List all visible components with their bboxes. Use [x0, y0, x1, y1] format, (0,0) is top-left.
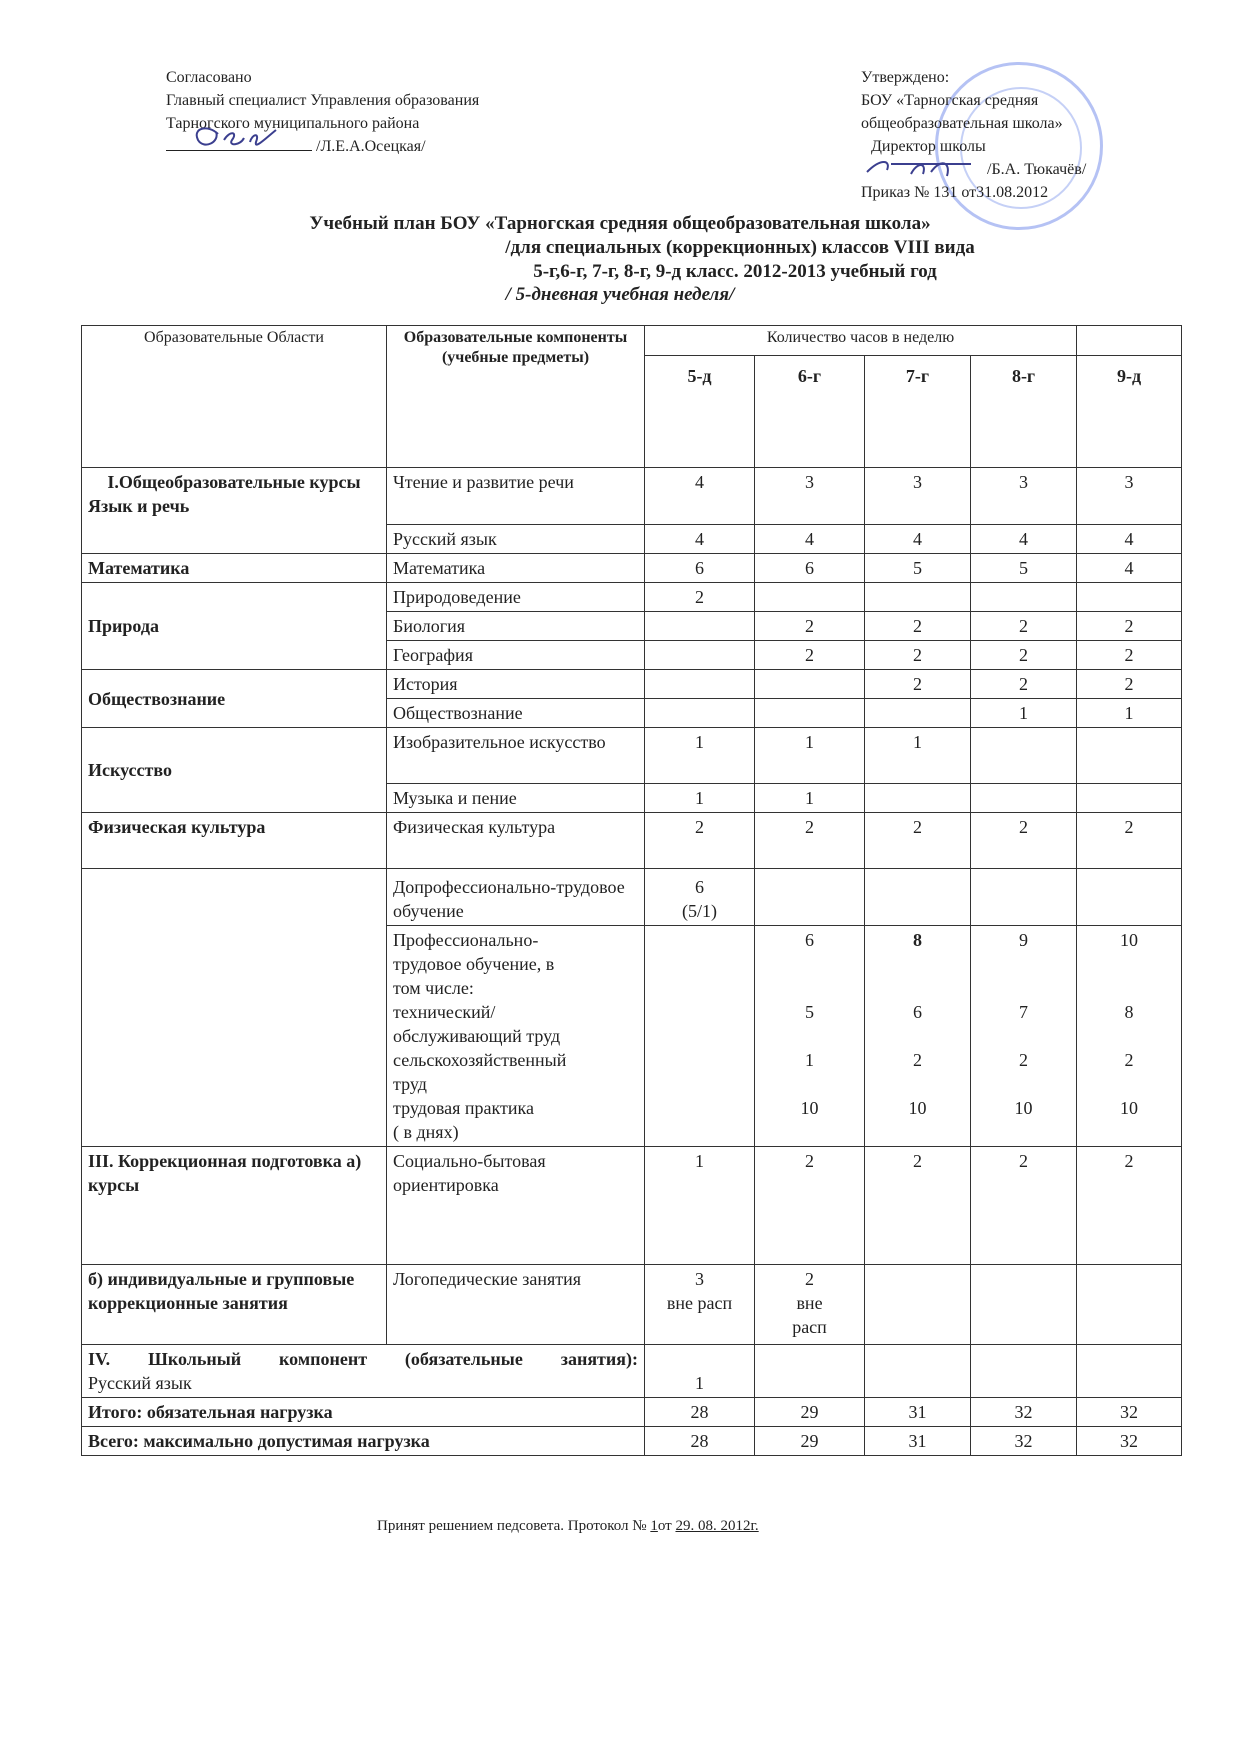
area-math: Математика: [82, 554, 387, 583]
subject-social: Обществознание: [387, 699, 645, 728]
area-correction-b: б) индивидуальные и групповые коррекционные занятия: [82, 1265, 387, 1345]
subject-reading: Чтение и развитие речи: [387, 468, 645, 525]
table-row: Профессионально- трудовое обучение, в том числе: технический/ обслуживающий труд сельскохозяйственный труд трудовая практика ( в днях) 6 5 1 10 8 6 2 10 9 7 2 10 10 8 2 10: [82, 926, 1182, 1147]
table-row: III. Коррекционная подготовка а) курсы Социально-бытовая ориентировка 1 2 2 2 2: [82, 1147, 1182, 1265]
approved-label: Утверждено:: [861, 69, 950, 86]
header-hours: Количество часов в неделю: [645, 326, 1077, 356]
table-row: Природа Природоведение 2: [82, 583, 1182, 612]
signer-right: /Б.А. Тюкачёв/: [987, 161, 1087, 178]
max-load: Всего: максимально допустимая нагрузка: [82, 1427, 645, 1456]
school-component: IV. Школьный компонент (обязательные занятия): Русский язык: [82, 1345, 645, 1398]
handwritten-signature-icon: [180, 120, 290, 154]
table-row: Физическая культура Физическая культура 2 2 2 2 2: [82, 813, 1182, 869]
area-language: Язык и речь: [88, 496, 190, 516]
curriculum-table: [81, 325, 1182, 1456]
approval-block-left: [166, 66, 479, 158]
table-row: Допрофессионально-трудовое обучение 6 (5/1): [82, 869, 1182, 926]
total-load: Итого: обязательная нагрузка: [82, 1398, 645, 1427]
school-name-2: общеобразовательная школа»: [861, 115, 1063, 132]
table-row: География 2 2 2 2: [82, 641, 1182, 670]
area-correction-a: III. Коррекционная подготовка а) курсы: [82, 1147, 387, 1265]
table-row: Обществознание История 2 2 2: [82, 670, 1182, 699]
specialist-position: Главный специалист Управления образования: [166, 92, 480, 109]
header-areas: Образовательные Области: [82, 326, 387, 468]
signature-line: [166, 136, 312, 151]
district-name: Тарногского муниципального района: [166, 115, 420, 132]
table-row: Математика Математика 6 6 5 5 4: [82, 554, 1182, 583]
subject-russian: Русский язык: [387, 525, 645, 554]
table-row: б) индивидуальные и групповые коррекционные занятия Логопедические занятия 3 вне расп 2 вне расп: [82, 1265, 1182, 1345]
table-row: Биология 2 2 2 2: [82, 612, 1182, 641]
footer-note: Принят решением педсовета. Протокол № 1от 29. 08. 2012г.: [377, 1518, 759, 1534]
area-general: I.Общеобразовательные курсы Язык и речь: [82, 468, 387, 554]
subject-history: История: [387, 670, 645, 699]
grade-8g: 8-г: [971, 356, 1077, 468]
director-signature-icon: [861, 152, 981, 182]
doc-week: / 5-дневная учебная неделя/: [505, 284, 735, 305]
area-pe: Физическая культура: [82, 813, 387, 869]
area-nature: Природа: [82, 583, 387, 670]
subject-speech: Логопедические занятия: [387, 1265, 645, 1345]
table-row: Обществознание 1 1: [82, 699, 1182, 728]
signer-left: /Л.Е.А.Осецкая/: [316, 138, 426, 155]
area-art: Искусство: [82, 728, 387, 813]
subject-fine-art: Изобразительное искусство: [387, 728, 645, 784]
table-row: Итого: обязательная нагрузка 28 29 31 32 32: [82, 1398, 1182, 1427]
subject-geography: География: [387, 641, 645, 670]
subject-prof: Профессионально- трудовое обучение, в том числе: технический/ обслуживающий труд сельскохозяйственный труд трудовая практика ( в днях): [387, 926, 645, 1147]
table-row: Всего: максимально допустимая нагрузка 28 29 31 32 32: [82, 1427, 1182, 1456]
doc-subtitle: /для специальных (коррекционных) классов VIII вида: [505, 237, 975, 258]
grade-7g: 7-г: [865, 356, 971, 468]
table-row: IV. Школьный компонент (обязательные занятия): Русский язык 1: [82, 1345, 1182, 1398]
subject-biology: Биология: [387, 612, 645, 641]
subject-pe: Физическая культура: [387, 813, 645, 869]
area-labor-blank: [82, 869, 387, 1147]
grade-6g: 6-г: [755, 356, 865, 468]
grade-5d: 5-д: [645, 356, 755, 468]
order-number: Приказ № 131 от31.08.2012: [861, 184, 1049, 201]
header-components: Образовательные компоненты (учебные предметы): [387, 326, 645, 468]
header-blank: [1077, 326, 1182, 356]
director-title: Директор школы: [871, 138, 986, 155]
table-row: I.Общеобразовательные курсы Язык и речь Чтение и развитие речи 4 3 3 3 3: [82, 468, 1182, 525]
doc-title: Учебный план БОУ «Тарногская средняя общеобразовательная школа»: [309, 213, 931, 234]
table-row: Искусство Изобразительное искусство 1 1 1: [82, 728, 1182, 784]
approval-block-right: [861, 66, 1086, 204]
table-row: Русский язык 4 4 4 4 4: [82, 525, 1182, 554]
grade-9d: 9-д: [1077, 356, 1182, 468]
subject-social-life: Социально-бытовая ориентировка: [387, 1147, 645, 1265]
subject-music: Музыка и пение: [387, 784, 645, 813]
agreed-label: Согласовано: [166, 69, 252, 86]
area-social: Обществознание: [82, 670, 387, 728]
subject-nature-study: Природоведение: [387, 583, 645, 612]
school-name-1: БОУ «Тарногская средняя: [861, 92, 1039, 109]
subject-preprof: Допрофессионально-трудовое обучение: [387, 869, 645, 926]
doc-classes: 5-г,6-г, 7-г, 8-г, 9-д класс. 2012-2013 учебный год: [533, 261, 937, 282]
table-row: Музыка и пение 1 1: [82, 784, 1182, 813]
subject-math: Математика: [387, 554, 645, 583]
